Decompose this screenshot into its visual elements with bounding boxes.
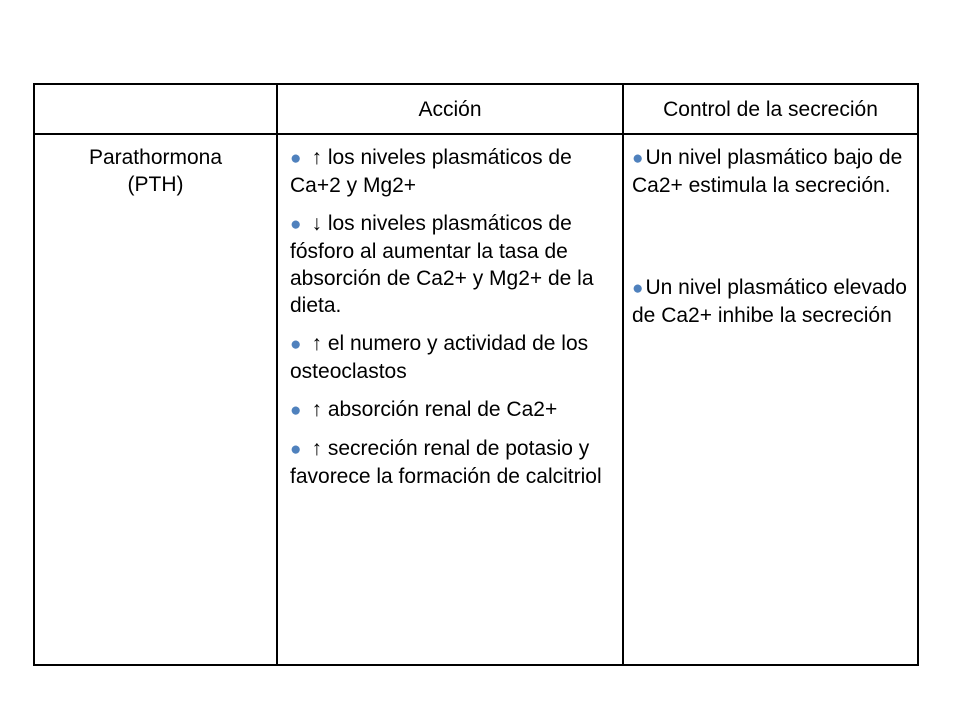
control-item: ● Un nivel plasmático bajo de Ca2+ estimula la secreción. <box>632 144 909 199</box>
control-cell <box>623 134 918 665</box>
action-cell <box>277 134 623 665</box>
header-cell-accion: Acción <box>277 84 623 134</box>
header-cell-control: Control de la secreción <box>623 84 918 134</box>
action-item: ● ↓ los niveles plasmáticos de fósforo al aumentar la tasa de absorción de Ca2+ y Mg2+ de la dieta. <box>290 210 614 319</box>
control-list <box>624 135 917 329</box>
table-row <box>34 134 918 665</box>
hormone-table <box>33 83 919 666</box>
control-item: ● Un nivel plasmático elevado de Ca2+ inhibe la secreción <box>632 274 909 329</box>
action-item: ● ↑ absorción renal de Ca2+ <box>290 396 614 424</box>
action-item: ● ↑ el numero y actividad de los osteoclastos <box>290 330 614 385</box>
hormone-name-cell <box>34 134 277 665</box>
action-item: ● ↑ secreción renal de potasio y favorece la formación de calcitriol <box>290 435 614 490</box>
hormone-name: Parathormona <box>88 146 223 169</box>
action-item: ● ↑ los niveles plasmáticos de Ca+2 y Mg2+ <box>290 144 614 199</box>
hormone-abbreviation: (PTH) <box>127 173 184 196</box>
action-list <box>278 135 622 490</box>
table-header-row <box>34 84 918 134</box>
header-cell-empty <box>34 84 277 134</box>
